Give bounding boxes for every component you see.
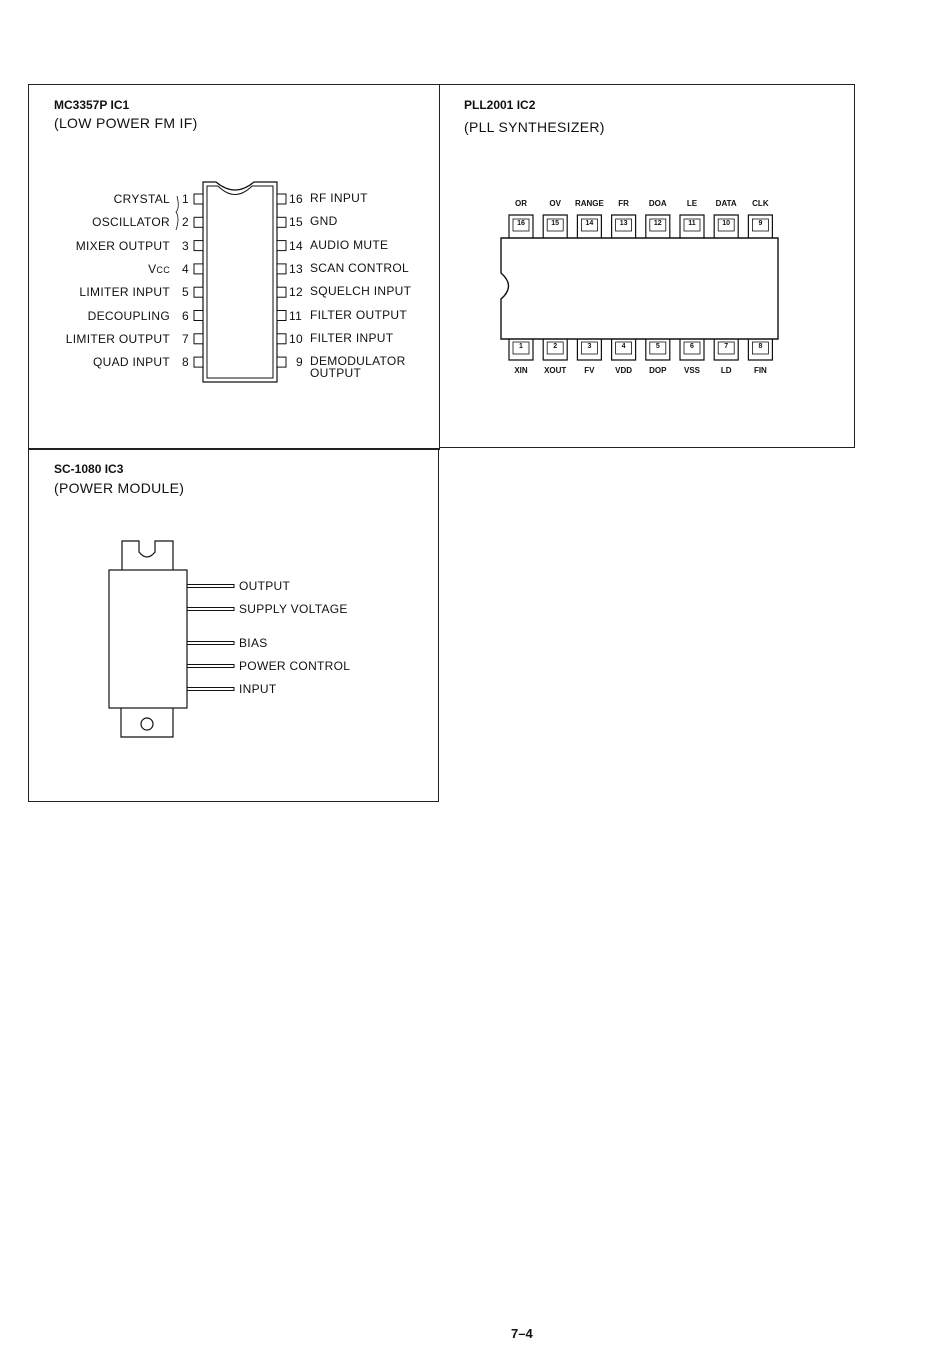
ic1-pin-label: CRYSTAL [113, 192, 170, 206]
ic2-pin-number: 14 [585, 220, 594, 227]
ic1-pin-number: 15 [289, 215, 303, 230]
ic1-pin-number: 6 [182, 308, 189, 323]
ic1-pin-number: 5 [182, 285, 189, 300]
ic1-pin-label: AUDIO MUTE [310, 237, 389, 252]
ic2-pin-number: 16 [517, 220, 525, 227]
ic3-pin-lead [187, 608, 234, 611]
ic3-pin-label: POWER CONTROL [239, 659, 351, 673]
ic1-pin-label: DECOUPLING [87, 308, 170, 323]
ic2-pin-number: 4 [621, 343, 626, 350]
ic2-pin-label: FIN [753, 366, 767, 375]
ic1-pin-label: FILTER OUTPUT [310, 307, 408, 322]
ic1-pin-number: 13 [289, 261, 303, 276]
ic3-title: SC-1080 IC3 [54, 462, 124, 476]
ic2-pin-label: FV [584, 366, 595, 375]
ic1-pin-number: 11 [289, 308, 303, 323]
ic1-pin-number: 9 [296, 355, 303, 370]
ic2-pin-number: 2 [553, 343, 558, 350]
ic1-pin-label: VCC [148, 261, 170, 276]
ic2-pin-label: XOUT [544, 366, 567, 375]
ic1-pin-label: SQUELCH INPUT [310, 284, 412, 299]
ic2-pin-label: DOA [648, 199, 667, 208]
ic2-pin-label: OR [515, 199, 527, 208]
ic2-pin-number: 5 [655, 343, 660, 350]
ic2-pin-number: 11 [688, 220, 696, 227]
ic3-pin-lead [187, 688, 234, 691]
ic1-pin-label: SCAN CONTROL [310, 260, 409, 275]
ic1-pin-number: 7 [182, 331, 189, 346]
mounting-hole [141, 718, 153, 730]
ic2-pin-number: 8 [758, 343, 763, 350]
ic3-pin-label: OUTPUT [239, 579, 291, 593]
ic2-pin-number: 9 [758, 220, 763, 227]
ic2-pin-label: XIN [514, 366, 528, 375]
ic2-pin-label: DATA [715, 199, 737, 208]
ic2-pin-number: 6 [690, 343, 694, 350]
ic1-pin-number: 3 [182, 238, 189, 253]
ic1-pin-label: GND [310, 214, 338, 229]
ic3-pin-label: INPUT [239, 682, 277, 696]
ic1-pin-number: 2 [182, 215, 189, 230]
ic3-pin-label: SUPPLY VOLTAGE [239, 602, 348, 616]
ic3-subtitle: (POWER MODULE) [54, 480, 185, 496]
ic1-pin-number: 8 [182, 355, 189, 370]
ic2-pin-number: 12 [653, 220, 662, 227]
ic1-pin-label: DEMODULATOR OUTPUT [310, 354, 406, 381]
ic2-pin-label: CLK [752, 199, 769, 208]
ic3-pin-lead [187, 665, 234, 668]
ic3-pin-lead [187, 585, 234, 588]
ic1-pin-number: 10 [289, 331, 303, 346]
ic1-pin-label: QUAD INPUT [92, 355, 170, 370]
ic3-pin-lead [187, 642, 234, 645]
ic1-pin-number: 12 [289, 285, 303, 300]
ic2-pin-label: DOP [649, 366, 667, 375]
ic1-title: MC3357P IC1 [54, 98, 130, 112]
ic2-pin-label: FR [618, 199, 629, 208]
ic1-subtitle: (LOW POWER FM IF) [54, 115, 198, 131]
ic1-pin-label: RF INPUT [310, 191, 368, 205]
ic2-pin-label: LD [720, 366, 732, 375]
page-number: 7–4 [511, 1326, 533, 1341]
ic1-pin-label: MIXER OUTPUT [75, 238, 170, 253]
ic2-pin-number: 15 [551, 220, 560, 227]
ic2-pin-label: RANGE [574, 199, 604, 208]
ic1-pin-label: LIMITER OUTPUT [65, 331, 170, 346]
ic1-pin-number: 14 [289, 238, 303, 253]
ic1-pin-number: 16 [289, 192, 303, 206]
ic2-pin-number: 7 [724, 343, 729, 350]
ic1-pin-number: 4 [182, 261, 189, 276]
ic1-pin-label: LIMITER INPUT [79, 285, 170, 300]
ic1-pin-label: FILTER INPUT [310, 330, 394, 345]
ic2-pin-number: 3 [587, 343, 592, 350]
ic2-pin-number: 13 [619, 220, 628, 227]
ic2-pin-label: OV [549, 199, 561, 208]
ic2-pin-number: 1 [519, 343, 523, 350]
ic3-pin-label: BIAS [239, 636, 268, 650]
ic2-pin-number: 10 [722, 220, 731, 227]
ic2-pin-label: VDD [615, 366, 633, 375]
ic2-pin-label: VSS [683, 366, 700, 375]
ic2-subtitle: (PLL SYNTHESIZER) [464, 119, 605, 135]
ic2-title: PLL2001 IC2 [464, 98, 536, 112]
ic2-pin-label: LE [686, 199, 698, 208]
ic1-pin-label: OSCILLATOR [92, 215, 170, 230]
ic1-pin-number: 1 [182, 192, 189, 206]
